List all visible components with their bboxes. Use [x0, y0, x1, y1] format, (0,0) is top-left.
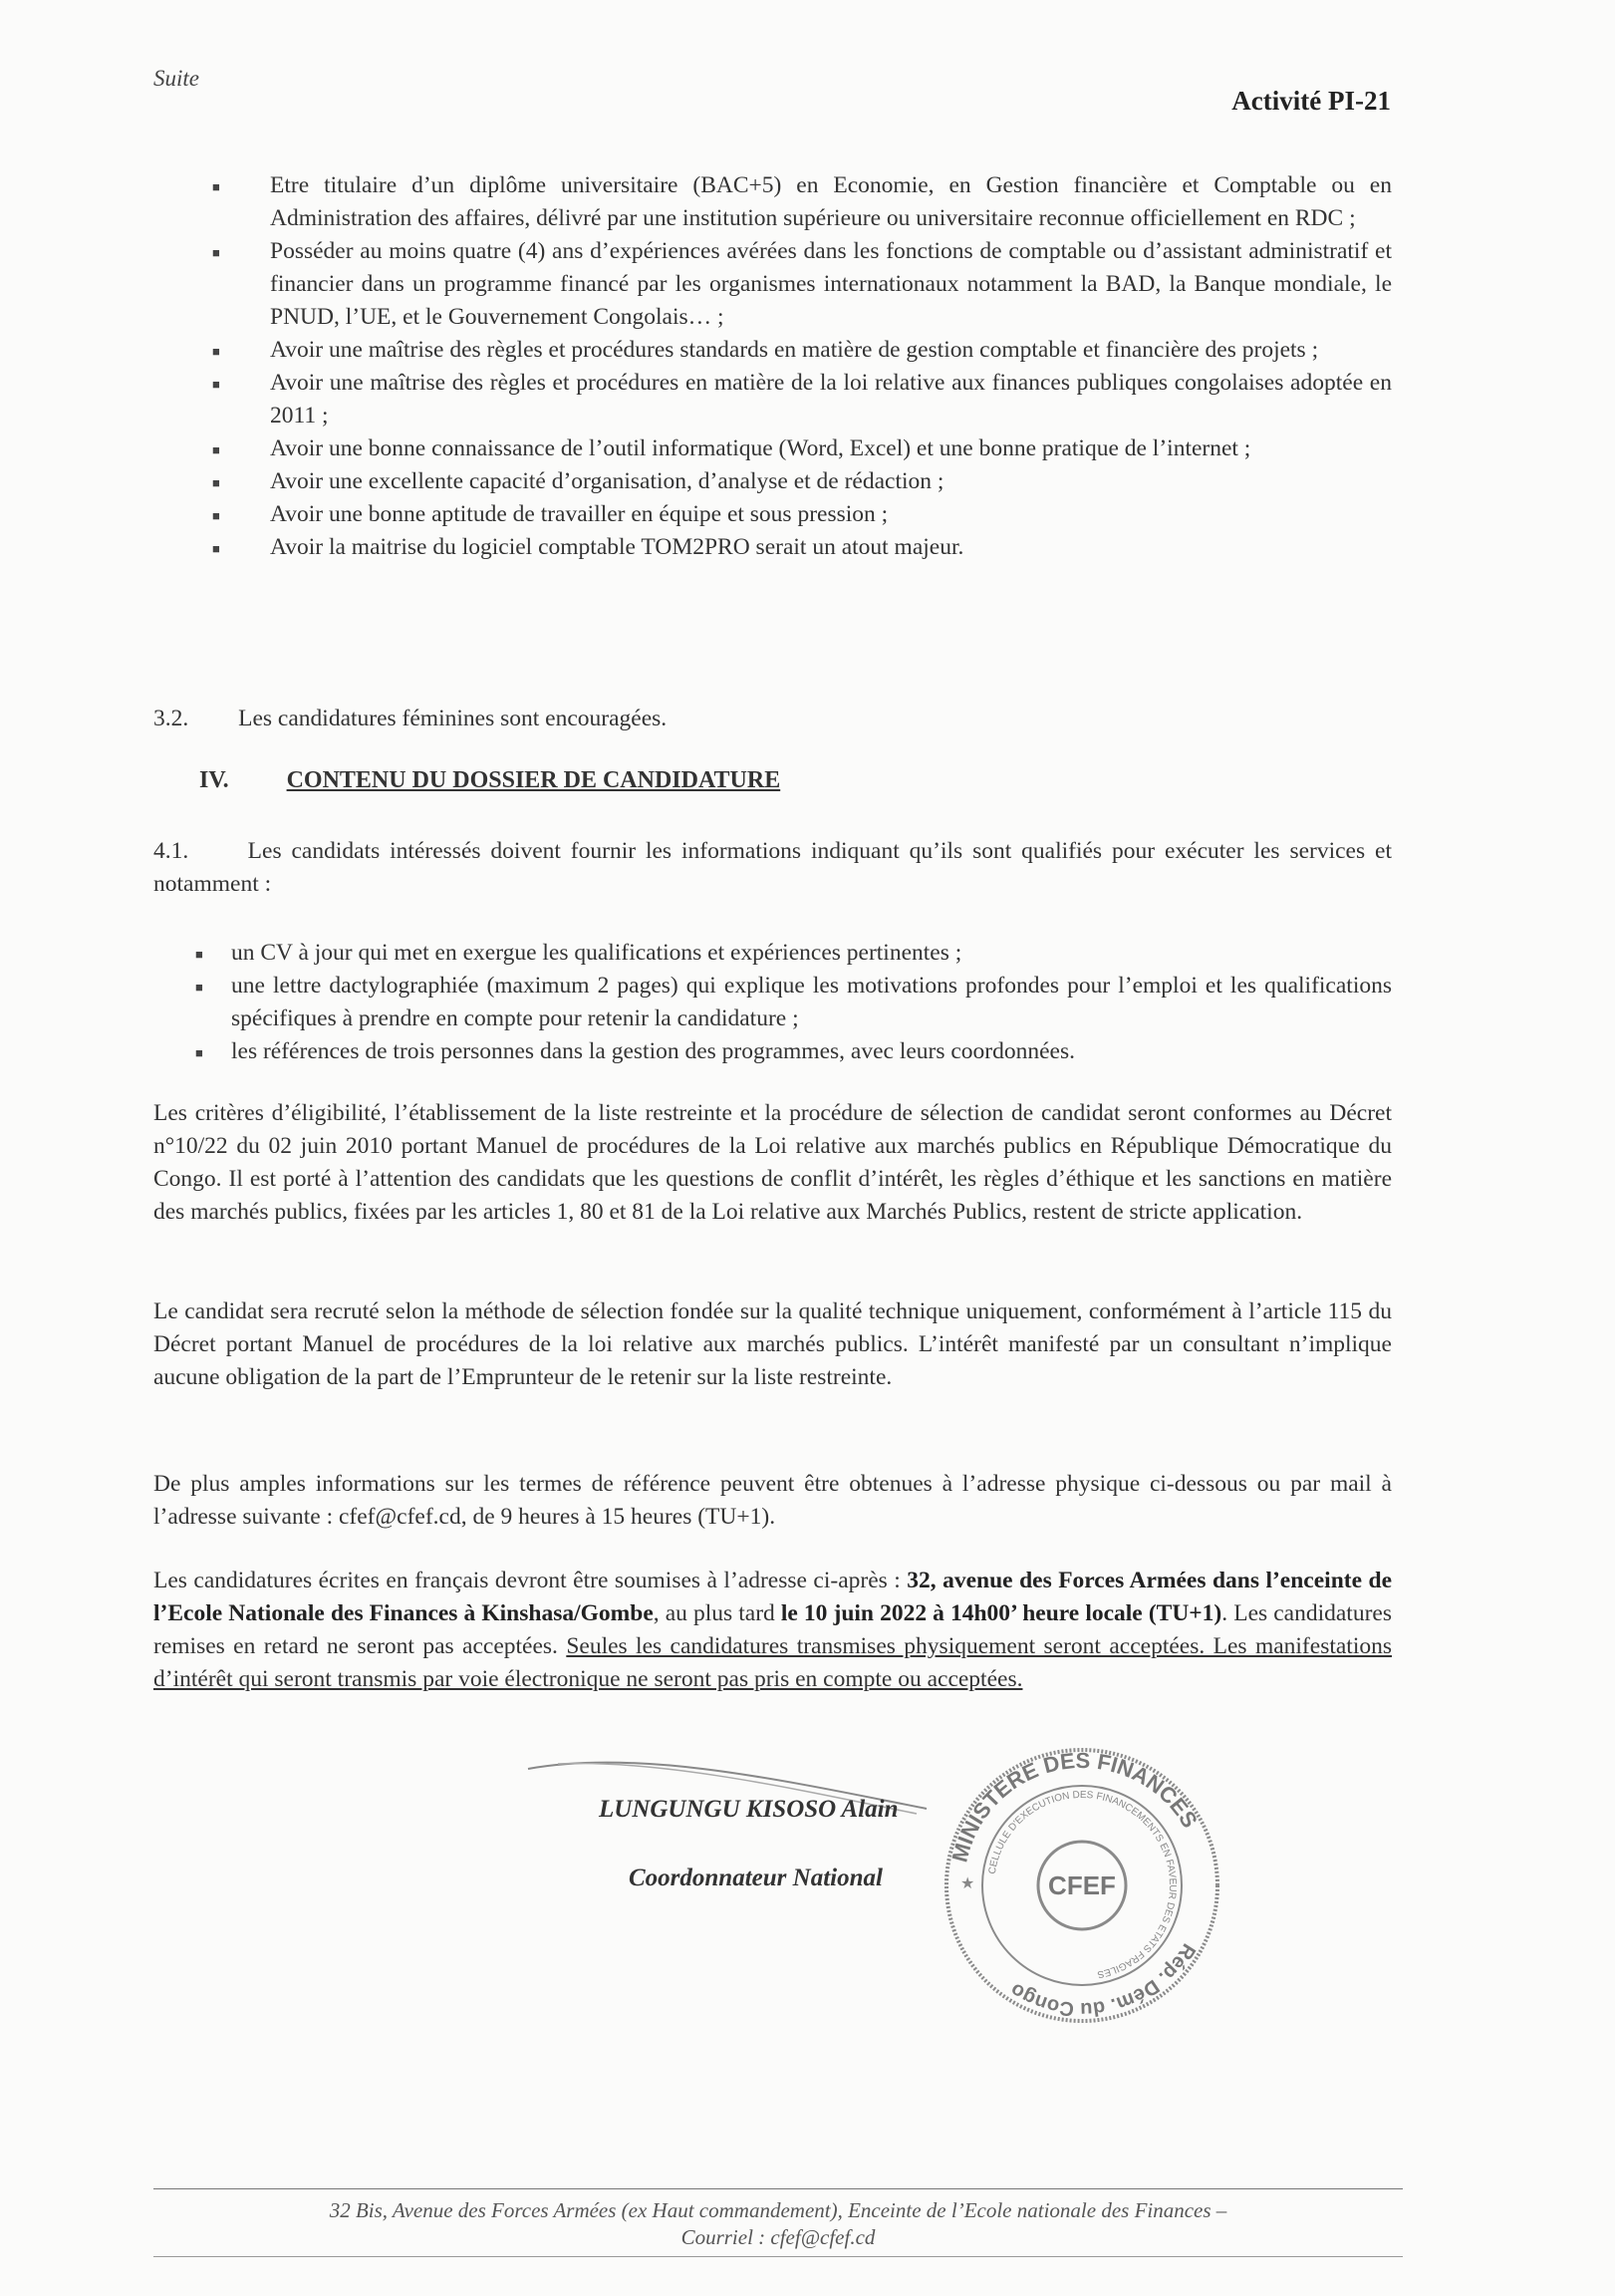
official-stamp — [942, 1744, 1221, 2028]
text: Les candidatures écrites en français devront être soumises à l’adresse ci-après : — [153, 1568, 908, 1593]
text: , au plus tard — [653, 1600, 781, 1626]
list-item-text: Avoir une excellente capacité d’organisation, d’analyse et de rédaction ; — [270, 468, 944, 494]
section-text: Les candidatures féminines sont encouragées. — [238, 706, 668, 731]
activity-code: Activité PI-21 — [1231, 86, 1391, 116]
deadline-bold: le 10 juin 2022 à 14h00’ heure locale (TU+1) — [780, 1600, 1222, 1626]
footer-email: Courriel : cfef@cfef.cd — [680, 2225, 876, 2249]
bullet-icon: ■ — [212, 179, 220, 194]
section-number: 3.2. — [153, 706, 189, 731]
list-item-text: Avoir la maitrise du logiciel comptable TOM2PRO serait un atout majeur. — [270, 534, 964, 560]
paragraph-method: Le candidat sera recruté selon la méthode de sélection fondée sur la qualité technique uniquement, conformément à l’article 115 du Décret portant Manuel de procédures de la loi relative aux marchés publics. L’intérêt manifesté par un consultant n’implique aucune obligation de la part de l’Emprunteur de le retenir sur la liste restreinte. — [153, 1298, 1392, 1390]
signatory-title: Coordonnateur National — [629, 1865, 883, 1891]
footer-divider-bottom — [153, 2256, 1403, 2257]
bullet-icon: ■ — [195, 1045, 203, 1060]
section-text: Les candidats intéressés doivent fournir les informations indiquant qu’ils sont qualifiés pour exécuter les services et notamment : — [153, 838, 1392, 897]
underlined-notice: Seules les candidatures transmises physiquement seront acceptées. Les manifestations d’intérêt qui seront transmis par voie électronique ne seront pas pris en compte ou acceptées. — [153, 1633, 1392, 1692]
stamp-center-text: CFEF — [1048, 1870, 1116, 1900]
list-item-text: un CV à jour qui met en exergue les qualifications et expériences pertinentes ; — [231, 940, 962, 966]
paragraph-submission — [153, 1565, 1392, 1696]
paragraph-info: De plus amples informations sur les termes de référence peuvent être obtenues à l’adresse physique ci-dessous ou par mail à l’adresse suivante : cfef@cfef.cd, de 9 heures à 15 heures (TU+1). — [153, 1471, 1392, 1530]
list-item-text: Avoir une bonne aptitude de travailler en équipe et sous pression ; — [270, 501, 889, 527]
list-item — [195, 1035, 1392, 1068]
address-bold: 32, avenue des Forces Armées dans l’enceinte de l’Ecole Nationale des Finances à Kinshasa/Gombe — [153, 1568, 1392, 1626]
text: . Les candidatures remises en retard ne seront pas acceptées. — [153, 1600, 1392, 1659]
requirements-list — [212, 169, 1392, 564]
list-item-text: les références de trois personnes dans la gestion des programmes, avec leurs coordonnées. — [231, 1038, 1076, 1064]
section-4-1 — [153, 835, 1392, 901]
svg-text:MINISTERE DES FINANCES: MINISTERE DES FINANCES — [946, 1747, 1203, 1866]
list-item-text: une lettre dactylographiée (maximum 2 pages) qui explique les motivations profondes pour l’emploi et les qualifications spécifiques à prendre en compte pour retenir la candidature ; — [231, 973, 1392, 1031]
bullet-icon: ■ — [195, 980, 203, 995]
list-item-text: Posséder au moins quatre (4) ans d’expériences avérées dans les fonctions de comptable ou d’assistant administratif et financier dans un programme financé par les organismes internationaux notamment la BAD, la Banque mondiale, le PNUD, l’UE, et le Gouvernement Congolais… ; — [270, 238, 1392, 330]
list-item — [212, 432, 1392, 465]
dossier-list — [195, 937, 1392, 1068]
section-number: 4.1. — [153, 838, 189, 864]
list-item-text: Avoir une bonne connaissance de l’outil informatique (Word, Excel) et une bonne pratique de l’internet ; — [270, 435, 1251, 461]
list-item — [212, 531, 1392, 564]
list-item — [195, 937, 1392, 970]
bullet-icon: ■ — [212, 541, 220, 556]
bullet-icon: ■ — [212, 442, 220, 457]
list-item — [212, 498, 1392, 531]
svg-text:★: ★ — [960, 1875, 975, 1892]
bullet-icon: ■ — [212, 344, 220, 359]
list-item — [212, 334, 1392, 367]
footer-divider — [153, 2188, 1403, 2189]
list-item — [212, 169, 1392, 235]
footer-address: 32 Bis, Avenue des Forces Armées (ex Haut commandement), Enceinte de l’Ecole nationale des Finances – — [329, 2198, 1227, 2222]
bullet-icon: ■ — [212, 245, 220, 260]
list-item-text: Avoir une maîtrise des règles et procédures standards en matière de gestion comptable et financière des projets ; — [270, 337, 1319, 363]
section-4-heading — [199, 767, 780, 794]
list-item — [212, 367, 1392, 432]
list-item — [212, 465, 1392, 498]
signatory-name: LUNGUNGU KISOSO Alain — [599, 1796, 899, 1823]
section-number: IV. — [199, 767, 229, 793]
list-item — [212, 235, 1392, 334]
bullet-icon: ■ — [195, 947, 203, 962]
svg-text:Rép. Dém. du Congo: Rép. Dém. du Congo — [1006, 1939, 1200, 2021]
list-item-text: Etre titulaire d’un diplôme universitaire (BAC+5) en Economie, en Gestion financière et Comptable ou en Administration des affaires, délivré par une institution supérieure ou universitaire reconnue officiellement en RDC ; — [270, 172, 1392, 231]
bullet-icon: ■ — [212, 508, 220, 523]
list-item-text: Avoir une maîtrise des règles et procédures en matière de la loi relative aux finances publiques congolaises adoptée en 2011 ; — [270, 370, 1392, 429]
bullet-icon: ■ — [212, 377, 220, 392]
continuation-label: Suite — [153, 66, 199, 91]
section-3-2 — [153, 703, 667, 735]
bullet-icon: ■ — [212, 475, 220, 490]
list-item — [195, 970, 1392, 1035]
svg-text:CELLULE D'EXECUTION DES FINANC: CELLULE D'EXECUTION DES FINANCEMENTS EN FAVEUR DES ETATS FRAGILES — [986, 1789, 1179, 1980]
paragraph-criteria: Les critères d’éligibilité, l’établissement de la liste restreinte et la procédure de sélection de candidat seront conformes au Décret n°10/22 du 02 juin 2010 portant Manuel de procédures de la Loi relative aux marchés publics en République Démocratique du Congo. Il est porté à l’attention des candidats que les questions de conflit d’intérêt, les règles d’éthique et les sanctions en matière des marchés publics, fixées par les articles 1, 80 et 81 de la Loi relative aux Marchés Publics, restent de stricte application. — [153, 1100, 1392, 1225]
section-title: CONTENU DU DOSSIER DE CANDIDATURE — [286, 767, 781, 793]
